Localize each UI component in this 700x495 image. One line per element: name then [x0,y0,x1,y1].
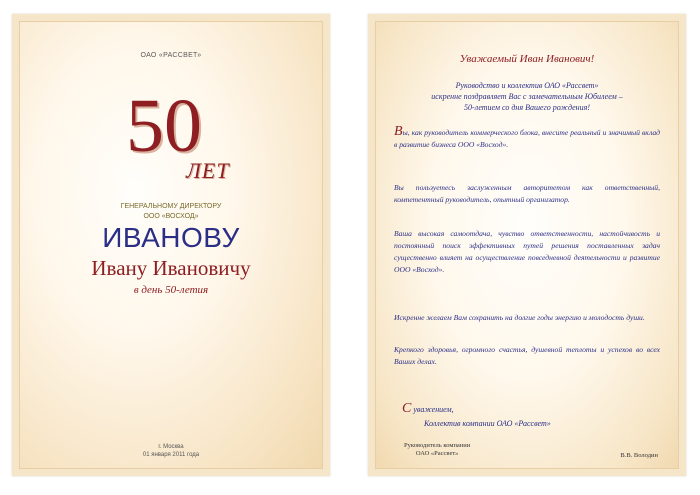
left-page [12,14,330,476]
paragraph-text: ы, как руководитель коммерческого блока, внесите реальный и значимый вклад в развитие бизнеса ООО «Восход». [394,128,660,149]
place-date [20,443,322,459]
occasion-line: в день 50-летия [133,284,209,296]
recipient-name: Ивану Ивановичу [91,256,251,280]
intro-line: искренне поздравляет Вас с замечательным Юбилеем – [431,92,623,101]
drop-cap: В [394,124,403,139]
paragraph-health [394,344,660,368]
paragraph-text: Вы пользуетесь заслуженным авторитетом как ответственный, компетентный руководитель, опытный организатор. [394,183,660,204]
company-name: ОАО «РАССВЕТ» [140,52,202,59]
paragraph-wishes [394,312,660,324]
date: 01 января 2011 года [142,452,200,458]
signatory-company: ОАО «Рассвет» [415,450,459,457]
paragraph-text: Крепкого здоровья, огромного счастья, душевной теплоты и успехов во всех Ваших делах. [394,345,660,366]
recipient-position [20,202,322,222]
intro [394,80,660,113]
right-page-frame [375,21,679,469]
intro-line: Руководство и коллектив ОАО «Рассвет» [455,81,599,90]
left-page-frame [19,21,323,469]
signatory-name: В.В. Володин [620,452,658,459]
signatory-title [404,442,470,458]
paragraph-authority [394,182,660,206]
anniversary-number: 50 [126,84,202,168]
signatory-role: Руководитель компании [404,442,471,449]
recipient-surname: ИВАНОВУ [102,222,240,253]
closing-regards [402,401,454,417]
position-company: ООО «ВОСХОД» [143,213,199,220]
paragraph-text: Ваша высокая самоотдача, чувство ответственности, настойчивость и постоянный поиск эффективных путей решения поставленных задач существенно влияет на осуществление повседневной деятельности и развитие ООО «Восход». [394,229,660,274]
regards-text: уважением, [411,405,454,414]
salutation: Уважаемый Иван Иванович! [459,53,595,65]
paragraph-dedication [394,228,660,276]
paragraph-text: Искренне желаем Вам сохранить на долгие годы энергию и молодость души. [394,313,645,322]
right-page [368,14,686,476]
years-word: ЛЕТ [186,158,230,183]
position-title: ГЕНЕРАЛЬНОМУ ДИРЕКТОРУ [120,203,222,210]
intro-line: 50-летием со дня Вашего рождения! [463,103,590,112]
drop-cap: С [402,401,412,416]
paragraph-leader [394,126,660,151]
closing-collective: Коллектив компании ОАО «Рассвет» [424,419,551,428]
city: г. Москва [158,444,184,450]
